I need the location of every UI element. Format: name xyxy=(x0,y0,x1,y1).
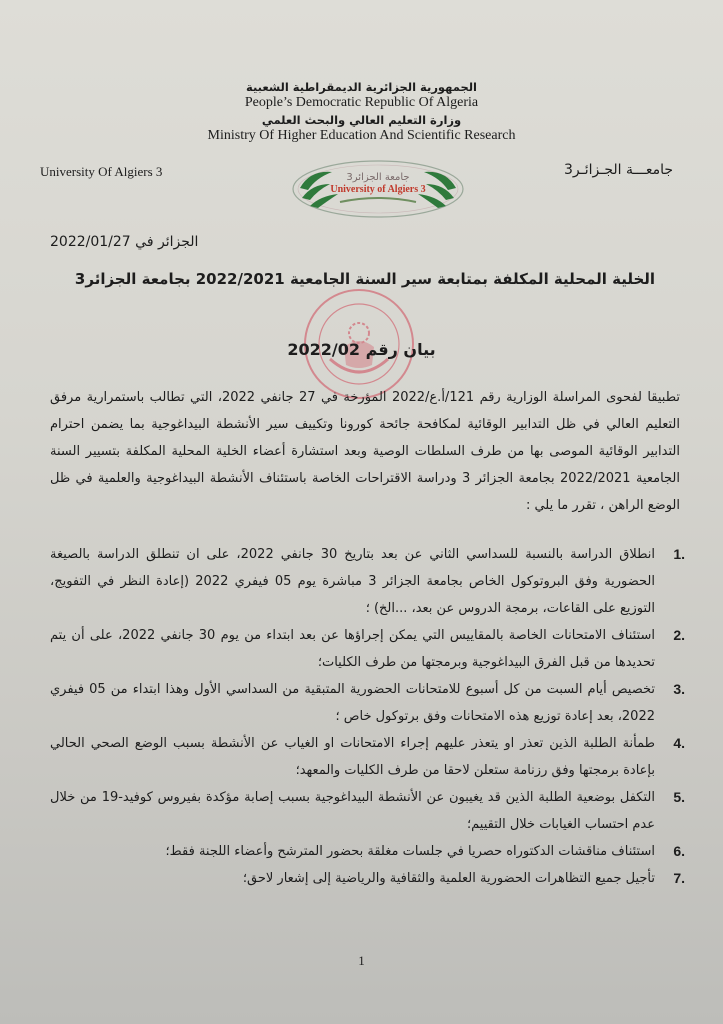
ministry-name-arabic: وزارة التعليم العالي والبحث العلمي xyxy=(261,113,462,127)
decision-number: 1. xyxy=(673,546,685,562)
decision-number: 4. xyxy=(673,735,685,751)
decision-number: 6. xyxy=(673,843,685,859)
decision-text: طمأنة الطلبة الذين تعذر او يتعذر عليهم إجراء الامتحانات او الغياب عن الأنشطة بسبب الوضع الصحي الحالي بإعادة برمجتها وفق رزنامة ستعلن لاحقا من طرف الكليات والمعهد؛ xyxy=(50,736,655,778)
country-name-arabic: الجمهورية الجزائرية الديمقراطية الشعبية xyxy=(245,80,477,94)
decision-item xyxy=(50,865,687,892)
ministry-name-english: Ministry Of Higher Education And Scientific Research xyxy=(207,128,516,143)
document-title: الخلية المحلية المكلفة بمتابعة سير السنة الجامعية 2022/2021 بجامعة الجزائر3 xyxy=(74,270,656,288)
decision-item xyxy=(50,784,687,838)
page-number: 1 xyxy=(358,953,365,968)
country-name-english: People’s Democratic Republic Of Algeria xyxy=(244,95,479,110)
university-name-arabic: جامعـــة الجـزائـر3 xyxy=(564,162,673,178)
decision-number: 2. xyxy=(673,627,685,643)
decision-text: تأجيل جميع التظاهرات الحضورية العلمية والثقافية والرياضية إلى إشعار لاحق؛ xyxy=(242,871,655,886)
logo-text-english: University of Algiers 3 xyxy=(330,184,426,195)
decision-item xyxy=(50,676,687,730)
decision-text: تخصيص أيام السبت من كل أسبوع للامتحانات الحضورية المتبقية من السداسي الأول وهذا ابتداء من 05 فيفري 2022، بعد إعادة توزيع هذه الامتحانات وفق برتوكول خاص ؛ xyxy=(50,682,656,724)
document-date: الجزائر في 2022/01/27 xyxy=(50,234,199,250)
decision-number: 3. xyxy=(673,681,685,697)
university-logo xyxy=(290,158,466,220)
decision-text: التكفل بوضعية الطلبة الذين قد يغيبون عن الأنشطة البيداغوجية بسبب إصابة مؤكدة بفيروس كوفيد-19 من خلال عدم احتساب الغيابات خلال التقييم؛ xyxy=(50,790,655,832)
decision-text: انطلاق الدراسة بالنسبة للسداسي الثاني عن بعد بتاريخ 30 جانفي 2022، على ان تنطلق الدراسة بالصيغة الحضورية وفق البروتوكول الخاص بجامعة الجزائر 3 مباشرة يوم 05 فيفري 2022 (إعادة النظر في التفويج، التوزيع على القاعات، برمجة الدروس عن بعد، ...الخ) ؛ xyxy=(50,547,656,616)
statement-number: بيان رقم 2022/02 xyxy=(287,340,436,359)
decision-item xyxy=(50,730,687,784)
decisions-list xyxy=(50,541,687,892)
decision-number: 5. xyxy=(673,789,685,805)
decision-number: 7. xyxy=(673,870,685,886)
university-name-english: University Of Algiers 3 xyxy=(40,164,163,179)
decision-text: استئناف مناقشات الدكتوراه حصريا في جلسات مغلقة بحضور المترشح وأعضاء اللجنة فقط؛ xyxy=(165,844,655,859)
decision-item xyxy=(50,622,687,676)
decision-item xyxy=(50,541,687,622)
logo-text-arabic: جامعة الجزائر3 xyxy=(346,172,410,183)
intro-paragraph: تطبيقا لفحوى المراسلة الوزارية رقم 121/أ.ع/2022 المؤرخة في 27 جانفي 2022، التي تطالب باستمرارية مرفق التعليم العالي في ظل التدابير الوقائية لمكافحة جائحة كورونا وتكييف سير الأنشطة البيداغوجية بما يضمن احترام التدابير الوقائية الموصى بها من طرف السلطات الوصية وبعد استشارة أعضاء الخلية المحلية المكلفة بتسيير السنة الجامعية 2022/2021 بجامعة الجزائر 3 ودراسة الاقتراحات الخاصة باستئناف الأنشطة البيداغوجية والعلمية في ظل الوضع الراهن ، تقرر ما يلي : xyxy=(50,390,681,513)
decision-item xyxy=(50,838,687,865)
decision-text: استئناف الامتحانات الخاصة بالمقاييس التي يمكن إجراؤها عن بعد ابتداء من يوم 30 جانفي 2022، على أن يتم تحديدها من قبل الفرق البيداغوجية وبرمجتها من طرف الكليات؛ xyxy=(50,628,656,670)
